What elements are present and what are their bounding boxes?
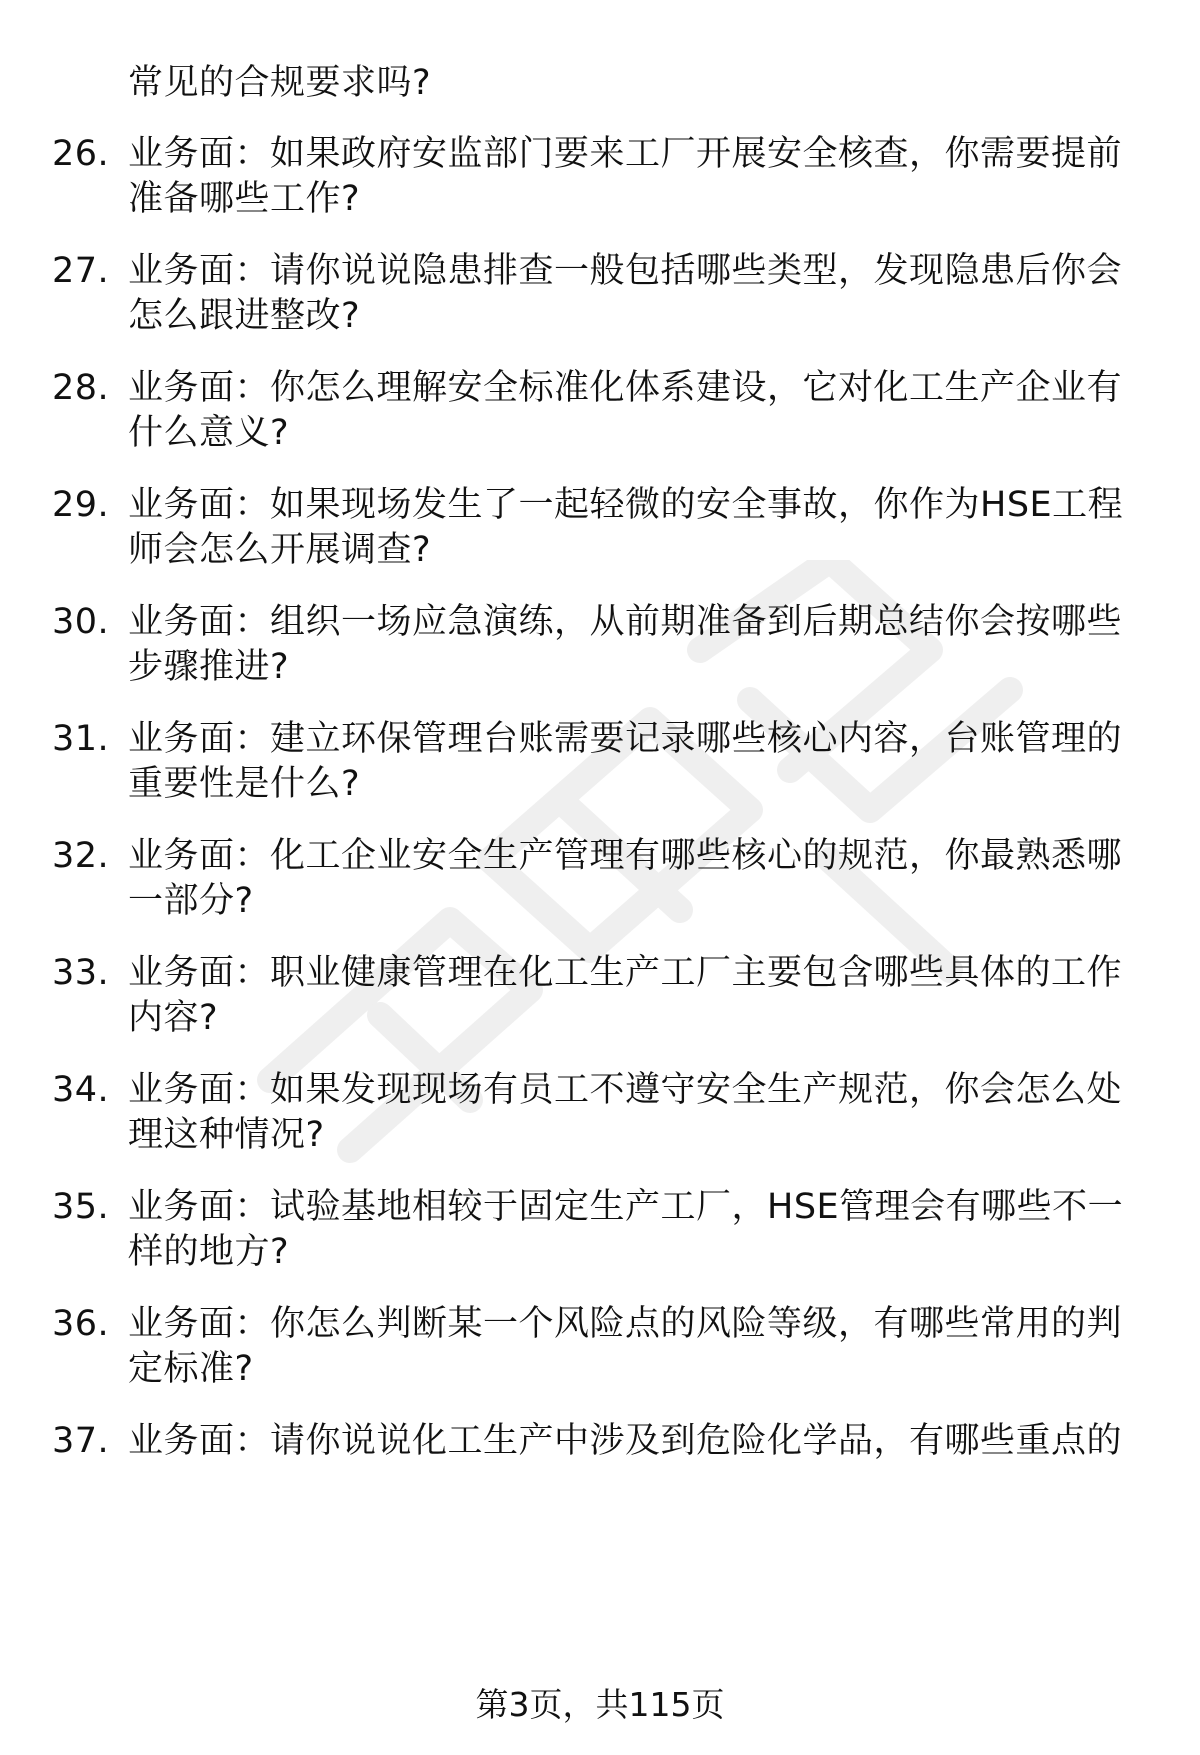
- item-text-line1: 业务面：组织一场应急演练，从前期准备到后期总结你会按哪些: [128, 602, 1123, 642]
- item-number: 29.: [52, 485, 110, 525]
- item-text-line1: 业务面：化工企业安全生产管理有哪些核心的规范，你最熟悉哪: [128, 836, 1123, 876]
- item-text-line2: 重要性是什么?: [128, 764, 361, 804]
- item-text-line2: 样的地方?: [128, 1232, 290, 1272]
- item-number: 31.: [52, 719, 110, 759]
- item-text-line2: 理这种情况?: [128, 1115, 325, 1155]
- item-text-line2: 准备哪些工作?: [128, 179, 361, 219]
- item-text-line2: 一部分?: [128, 881, 254, 921]
- item-number: 30.: [52, 602, 110, 642]
- page-footer: 第3页，共115页: [475, 1685, 725, 1724]
- item-text-line2: 定标准?: [128, 1349, 254, 1389]
- item-text-line2: 怎么跟进整改?: [128, 296, 361, 336]
- item-text-line1: 业务面：职业健康管理在化工生产工厂主要包含哪些具体的工作: [128, 953, 1123, 993]
- item-text-line2: 步骤推进?: [128, 647, 290, 687]
- item-text-line1: 业务面：请你说说化工生产中涉及到危险化学品，有哪些重点的: [128, 1421, 1123, 1461]
- item-text-line1: 业务面：你怎么理解安全标准化体系建设，它对化工生产企业有: [128, 368, 1123, 408]
- item-text-line1: 业务面：试验基地相较于固定生产工厂，HSE管理会有哪些不一: [128, 1187, 1124, 1227]
- item-text-line1: 业务面：如果政府安监部门要来工厂开展安全核查，你需要提前: [128, 134, 1123, 174]
- item-number: 27.: [52, 251, 110, 291]
- item-text-line1: 业务面：如果发现现场有员工不遵守安全生产规范，你会怎么处: [128, 1070, 1123, 1110]
- item-text-line2: 内容?: [128, 998, 219, 1038]
- item-number: 36.: [52, 1304, 110, 1344]
- item-text-line2: 师会怎么开展调查?: [128, 530, 432, 570]
- item-number: 33.: [52, 953, 110, 993]
- item-number: 35.: [52, 1187, 110, 1227]
- item-text-line1: 业务面：如果现场发生了一起轻微的安全事故，你作为HSE工程: [128, 485, 1124, 525]
- item-number: 37.: [52, 1421, 110, 1461]
- item-text-line1: 业务面：你怎么判断某一个风险点的风险等级，有哪些常用的判: [128, 1304, 1123, 1344]
- continuation-text: 常见的合规要求吗?: [128, 63, 432, 103]
- item-number: 34.: [52, 1070, 110, 1110]
- item-number: 28.: [52, 368, 110, 408]
- item-text-line1: 业务面：请你说说隐患排查一般包括哪些类型，发现隐患后你会: [128, 251, 1123, 291]
- item-number: 26.: [52, 134, 110, 174]
- item-text-line2: 什么意义?: [128, 413, 290, 453]
- item-text-line1: 业务面：建立环保管理台账需要记录哪些核心内容，台账管理的: [128, 719, 1123, 759]
- item-number: 32.: [52, 836, 110, 876]
